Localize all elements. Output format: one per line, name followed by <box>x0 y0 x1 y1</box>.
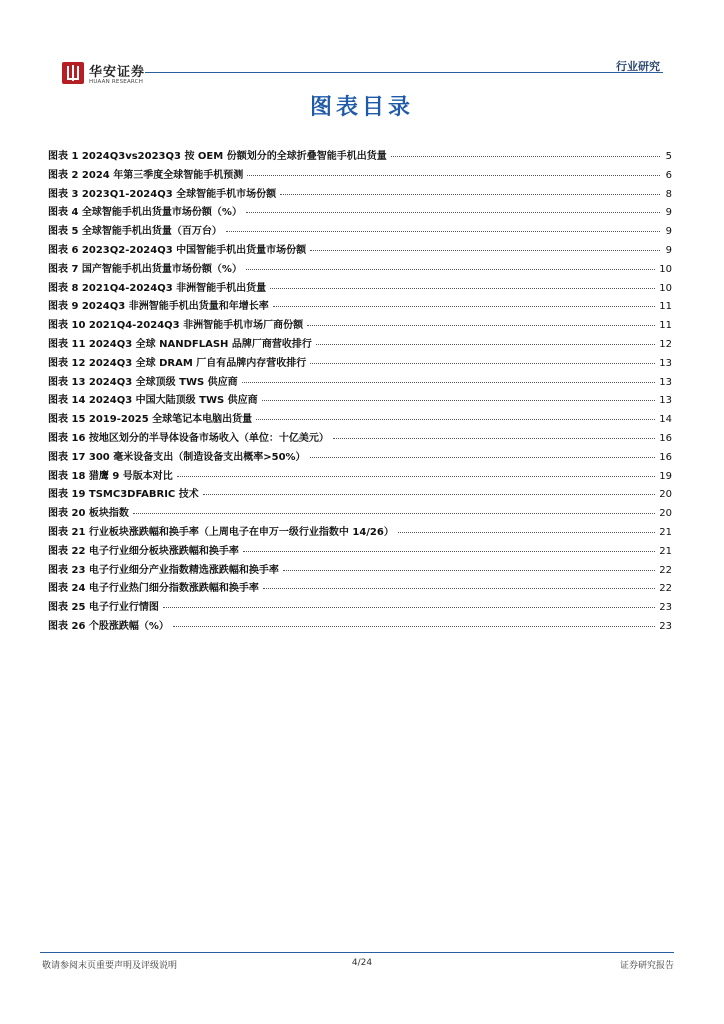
toc-entry[interactable] <box>48 448 672 467</box>
toc-entry-page[interactable]: 10 <box>659 282 672 294</box>
toc-entry-label[interactable]: 图表 21 行业板块涨跌幅和换手率（上周电子在申万一级行业指数中 14/26） <box>48 526 394 538</box>
toc-entry-label[interactable]: 图表 17 300 毫米设备支出（制造设备支出概率>50%） <box>48 451 306 463</box>
toc-entry[interactable] <box>48 297 672 316</box>
toc-entry-page[interactable]: 23 <box>659 602 672 614</box>
toc-leader-dots <box>203 494 656 495</box>
toc-leader-dots <box>316 344 655 345</box>
toc-entry-label[interactable]: 图表 24 电子行业热门细分指数涨跌幅和换手率 <box>48 583 259 595</box>
toc-entry-label[interactable]: 图表 16 按地区划分的半导体设备市场收入（单位：十亿美元） <box>48 432 329 444</box>
toc-leader-dots <box>262 400 656 401</box>
header-divider <box>145 72 663 73</box>
toc-entry-label[interactable]: 图表 4 全球智能手机出货量市场份额（%） <box>48 207 242 219</box>
toc-entry[interactable] <box>48 485 672 504</box>
toc-entry-label[interactable]: 图表 6 2023Q2-2024Q3 中国智能手机出货量市场份额 <box>48 244 307 256</box>
report-category: 行业研究 <box>616 60 660 73</box>
toc-entry[interactable] <box>48 335 672 354</box>
huaan-logo-icon <box>62 62 84 84</box>
toc-entry-page[interactable]: 9 <box>665 244 672 256</box>
toc-leader-dots <box>163 607 655 608</box>
toc-leader-dots <box>242 382 656 383</box>
figure-table-of-contents <box>48 147 672 636</box>
toc-entry-label[interactable]: 图表 7 国产智能手机出货量市场份额（%） <box>48 263 242 275</box>
toc-entry[interactable] <box>48 373 672 392</box>
toc-entry[interactable] <box>48 561 672 580</box>
toc-entry-label[interactable]: 图表 12 2024Q3 全球 DRAM 厂自有品牌内存营收排行 <box>48 357 307 369</box>
toc-leader-dots <box>226 231 660 232</box>
toc-entry-label[interactable]: 图表 9 2024Q3 非洲智能手机出货量和年增长率 <box>48 301 269 313</box>
toc-entry-page[interactable]: 13 <box>659 357 672 369</box>
toc-entry-page[interactable]: 16 <box>659 432 672 444</box>
toc-leader-dots <box>247 175 660 176</box>
toc-leader-dots <box>246 269 655 270</box>
toc-leader-dots <box>243 551 655 552</box>
toc-entry[interactable] <box>48 523 672 542</box>
toc-entry[interactable] <box>48 410 672 429</box>
toc-entry[interactable] <box>48 203 672 222</box>
toc-entry-label[interactable]: 图表 22 电子行业细分板块涨跌幅和换手率 <box>48 545 239 557</box>
toc-entry-page[interactable]: 10 <box>659 263 672 275</box>
toc-entry-page[interactable]: 23 <box>659 620 672 632</box>
toc-leader-dots <box>173 626 655 627</box>
toc-entry[interactable] <box>48 316 672 335</box>
toc-entry-page[interactable]: 13 <box>659 376 672 388</box>
toc-entry[interactable] <box>48 222 672 241</box>
toc-entry[interactable] <box>48 598 672 617</box>
toc-entry[interactable] <box>48 260 672 279</box>
toc-leader-dots <box>310 363 655 364</box>
brand-subtitle: HUAAN RESEARCH <box>89 79 144 85</box>
toc-leader-dots <box>310 457 656 458</box>
toc-entry[interactable] <box>48 579 672 598</box>
toc-entry[interactable] <box>48 429 672 448</box>
footer-report-type: 证券研究报告 <box>619 961 674 971</box>
toc-entry[interactable] <box>48 279 672 298</box>
toc-entry-label[interactable]: 图表 14 2024Q3 中国大陆顶级 TWS 供应商 <box>48 395 258 407</box>
toc-entry-page[interactable]: 14 <box>659 414 672 426</box>
toc-leader-dots <box>273 306 656 307</box>
page-header <box>0 0 724 90</box>
toc-leader-dots <box>256 419 655 420</box>
toc-entry-label[interactable]: 图表 2 2024 年第三季度全球智能手机预测 <box>48 169 244 181</box>
toc-entry-label[interactable]: 图表 10 2021Q4-2024Q3 非洲智能手机市场厂商份额 <box>48 320 304 332</box>
toc-entry-page[interactable]: 5 <box>665 151 672 162</box>
brand-name: 华安证券 <box>89 65 146 80</box>
toc-entry-label[interactable]: 图表 13 2024Q3 全球顶级 TWS 供应商 <box>48 376 238 388</box>
toc-leader-dots <box>391 156 660 157</box>
toc-entry-page[interactable]: 21 <box>659 526 672 538</box>
toc-entry-page[interactable]: 12 <box>659 338 672 350</box>
toc-entry-label[interactable]: 图表 20 板块指数 <box>48 508 129 520</box>
toc-entry[interactable] <box>48 166 672 185</box>
toc-leader-dots <box>398 532 655 533</box>
toc-entry[interactable] <box>48 467 672 486</box>
page-title: 图表目录 <box>309 94 414 120</box>
toc-entry[interactable] <box>48 185 672 204</box>
toc-leader-dots <box>270 288 655 289</box>
toc-entry-page[interactable]: 20 <box>659 489 672 501</box>
toc-entry[interactable] <box>48 617 672 636</box>
toc-entry-label[interactable]: 图表 3 2023Q1-2024Q3 全球智能手机市场份额 <box>48 188 277 200</box>
toc-entry-page[interactable]: 22 <box>659 564 672 576</box>
toc-entry[interactable] <box>48 241 672 260</box>
toc-leader-dots <box>283 570 655 571</box>
toc-entry[interactable] <box>48 391 672 410</box>
toc-entry-label[interactable]: 图表 23 电子行业细分产业指数精选涨跌幅和换手率 <box>48 564 279 576</box>
toc-entry-label[interactable]: 图表 26 个股涨跌幅（%） <box>48 620 169 632</box>
toc-leader-dots <box>307 325 655 326</box>
toc-entry[interactable] <box>48 504 672 523</box>
footer-disclaimer: 敬请参阅末页重要声明及评级说明 <box>42 961 178 971</box>
toc-leader-dots <box>177 476 655 477</box>
toc-leader-dots <box>280 194 660 195</box>
toc-leader-dots <box>246 212 660 213</box>
toc-leader-dots <box>310 250 660 251</box>
toc-leader-dots <box>333 438 655 439</box>
toc-entry-page[interactable]: 16 <box>659 451 672 463</box>
toc-entry-page[interactable]: 8 <box>665 188 672 200</box>
toc-leader-dots <box>263 588 655 589</box>
toc-entry-label[interactable]: 图表 18 猎鹰 9 号版本对比 <box>48 470 173 482</box>
toc-entry-label[interactable]: 图表 15 2019-2025 全球笔记本电脑出货量 <box>48 414 253 426</box>
toc-entry[interactable] <box>48 542 672 561</box>
toc-entry-page[interactable]: 9 <box>665 207 672 219</box>
toc-entry-page[interactable]: 19 <box>659 470 672 482</box>
toc-entry-page[interactable]: 13 <box>659 395 672 407</box>
toc-entry-label[interactable]: 图表 11 2024Q3 全球 NANDFLASH 品牌厂商营收排行 <box>48 338 312 350</box>
footer-divider <box>40 952 674 953</box>
toc-entry[interactable] <box>48 147 672 166</box>
toc-entry-label[interactable]: 图表 5 全球智能手机出货量（百万台） <box>48 226 222 238</box>
toc-entry-label[interactable]: 图表 1 2024Q3vs2023Q3 按 OEM 份额划分的全球折叠智能手机出货量 <box>48 151 387 162</box>
toc-entry-page[interactable]: 11 <box>659 301 672 313</box>
toc-entry[interactable] <box>48 354 672 373</box>
toc-entry-page[interactable]: 6 <box>665 169 672 181</box>
toc-entry-page[interactable]: 22 <box>659 583 672 595</box>
page-number: 4/24 <box>351 958 373 968</box>
toc-entry-page[interactable]: 21 <box>659 545 672 557</box>
toc-entry-page[interactable]: 11 <box>659 320 672 332</box>
toc-entry-label[interactable]: 图表 25 电子行业行情图 <box>48 602 159 614</box>
toc-leader-dots <box>133 513 655 514</box>
toc-entry-label[interactable]: 图表 19 TSMC3DFABRIC 技术 <box>48 489 199 501</box>
toc-entry-page[interactable]: 20 <box>659 508 672 520</box>
toc-entry-page[interactable]: 9 <box>665 226 672 238</box>
toc-entry-label[interactable]: 图表 8 2021Q4-2024Q3 非洲智能手机出货量 <box>48 282 267 294</box>
